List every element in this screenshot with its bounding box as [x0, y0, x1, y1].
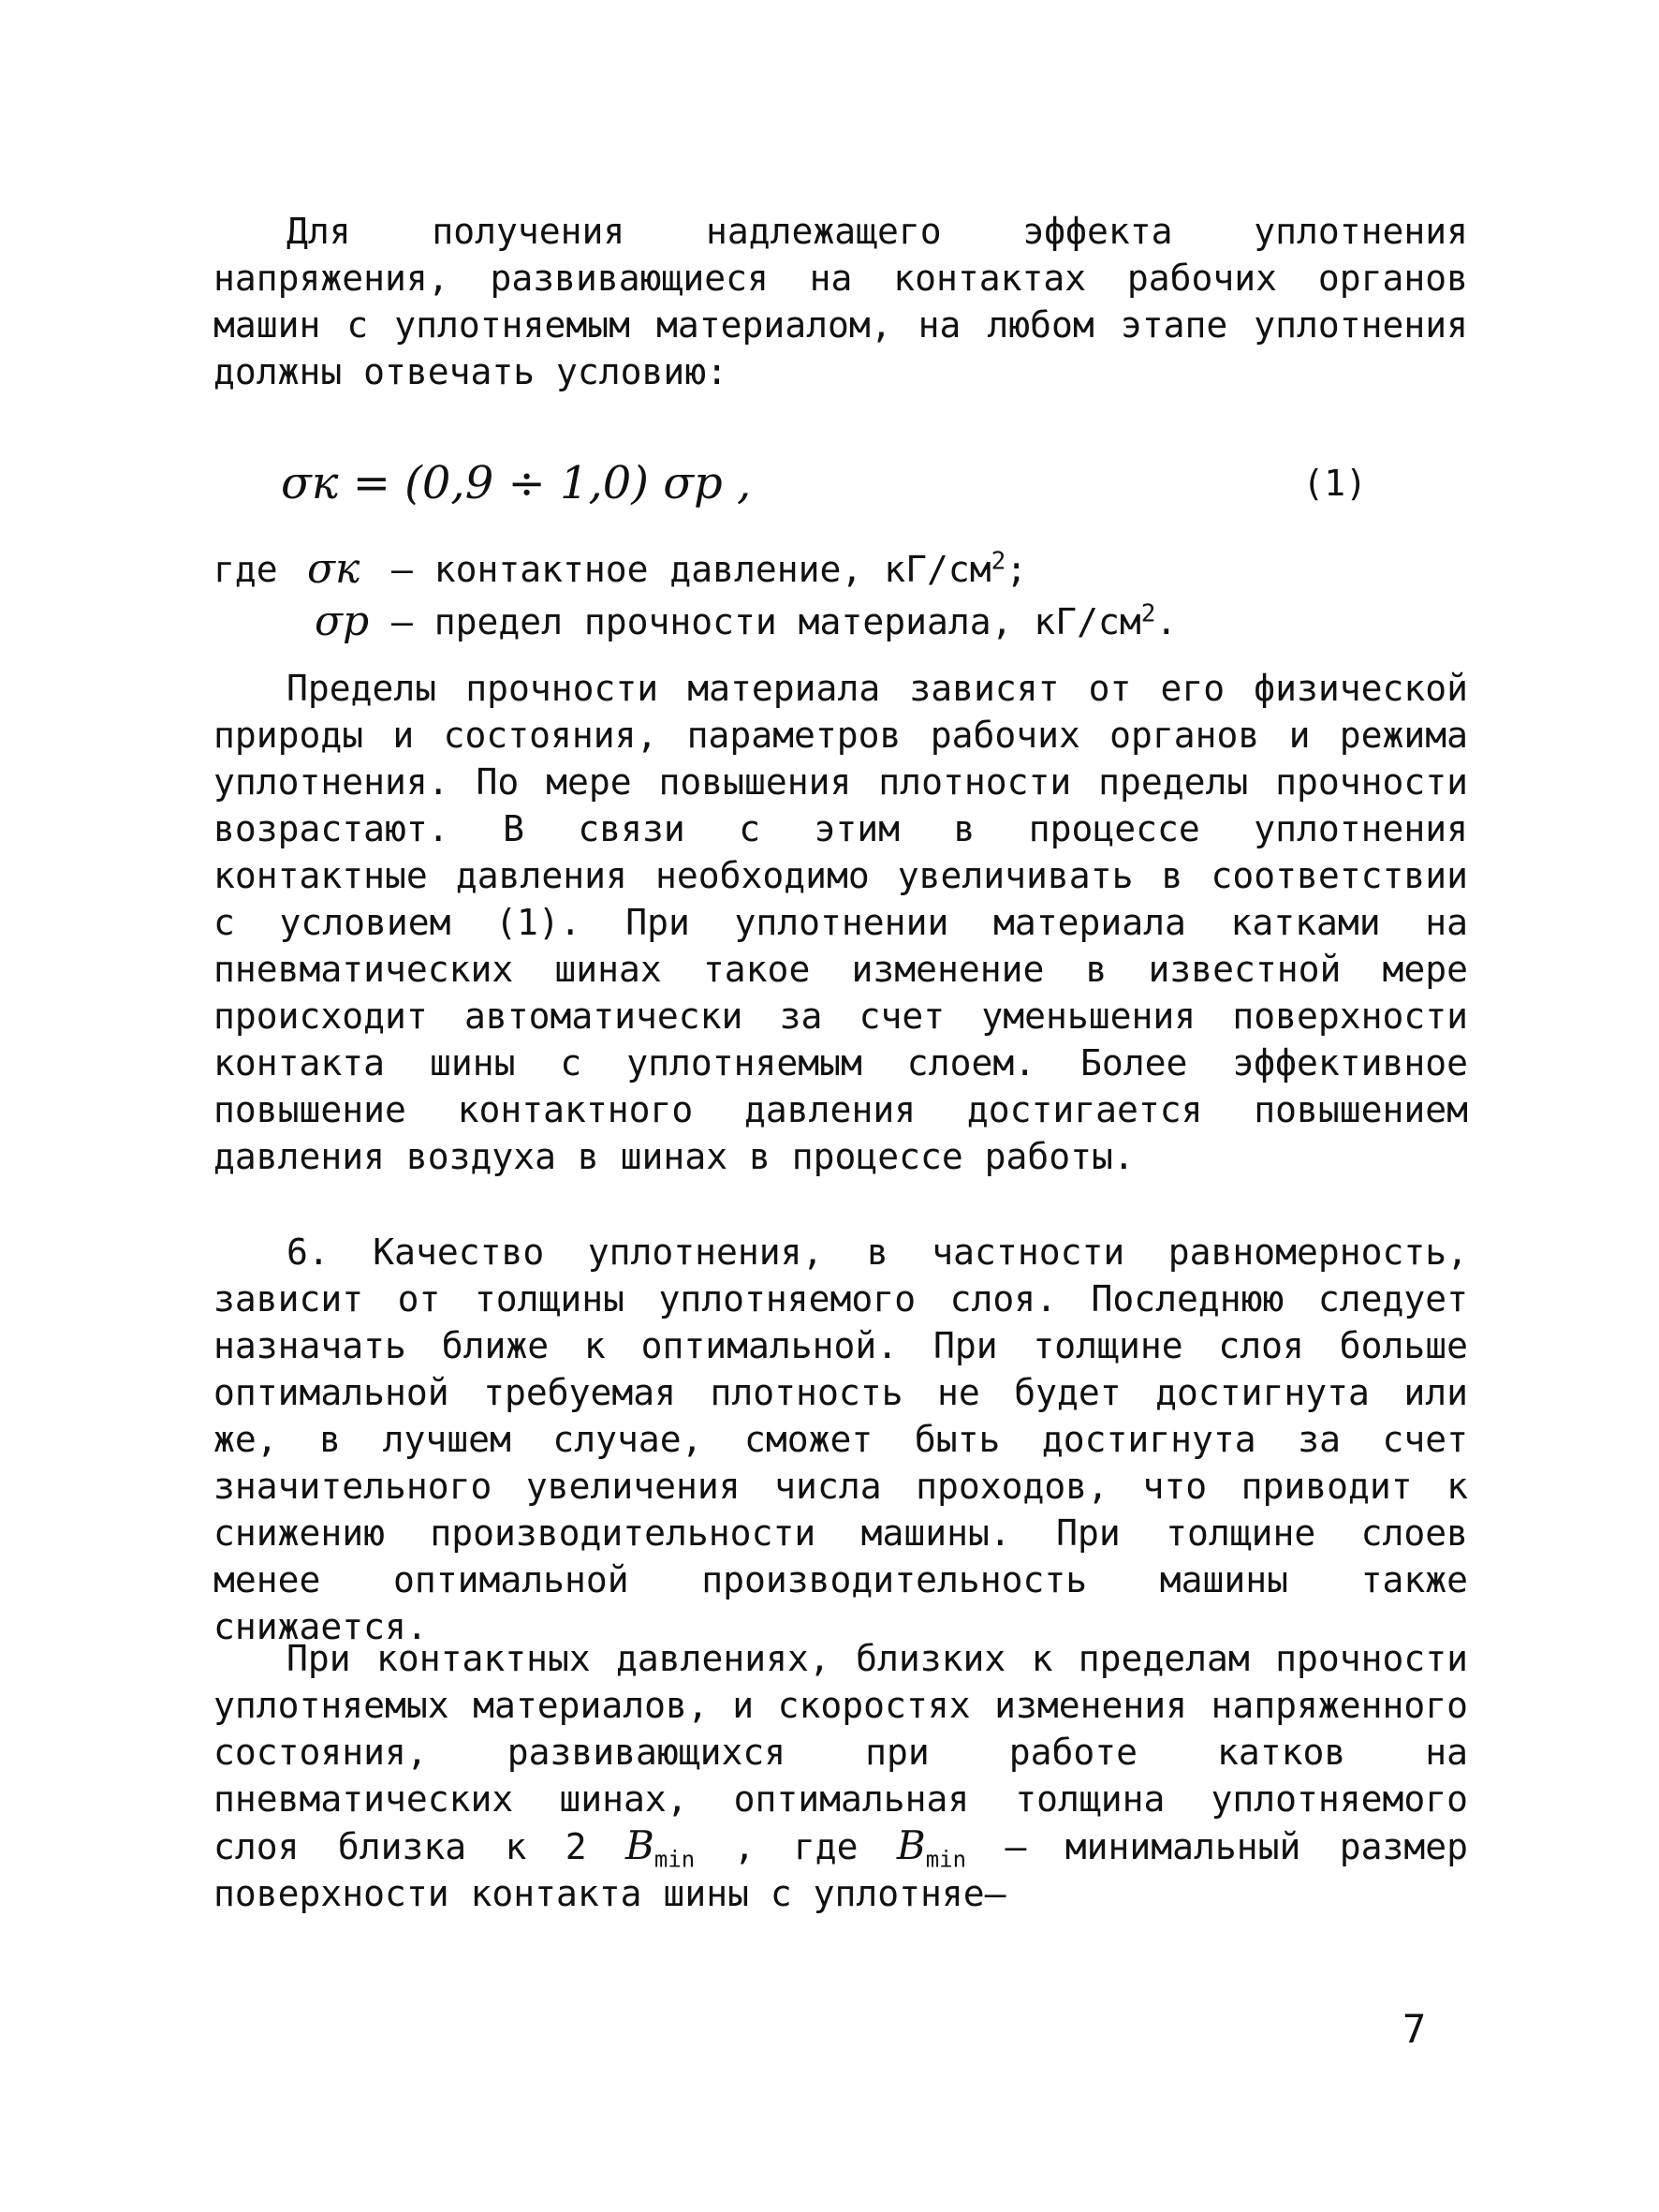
definition-symbol: σк [307, 545, 360, 593]
formula-expression: σк = (0,9 ÷ 1,0) σр , [281, 457, 752, 509]
definition-text: – контактное давление, $кГ/см^2$; [391, 547, 1028, 590]
symbol-b-min: B [625, 1822, 654, 1868]
definitions-list [213, 543, 1468, 648]
definition-contact-pressure [213, 543, 1468, 596]
formula-number: (1) [1302, 463, 1367, 504]
paragraph-optimal-block [213, 1635, 1468, 1917]
paragraph-intro: Для получения надлежащего эффекта уплотнения напряжения, развивающиеся на контактах рабочих органов машин с уплотняемым материалом, на любом этапе уплотнения должны отвечать условию: [213, 211, 1468, 392]
definition-text: – предел прочности материала, $кГ/см^2$. [391, 599, 1178, 642]
formula-1 [281, 457, 1367, 523]
paragraph-intro-block [213, 208, 1468, 395]
paragraph-quality: 6. Качество уплотнения, в частности равномерность, зависит от толщины уплотняемого слоя. Последнюю следует назначать ближе к оптимальной. При толщине слоя больше оптимальной требуемая плотность не будет достигнута или же, в лучшем случае, сможет быть достигнута за счет значительного увеличения числа проходов, что приводит к снижению производительности машины. При толщине слоев менее оптимальной производительность машины также снижается. [213, 1231, 1468, 1647]
definition-symbol: σр [315, 597, 370, 645]
paragraph-strength-block [213, 665, 1468, 1180]
definition-lead: где [213, 549, 278, 590]
paragraph-quality-block [213, 1229, 1468, 1650]
definition-strength-limit [213, 596, 1468, 648]
paragraph-optimal: При контактных давлениях, близких к пределам прочности уплотняемых материалов, и скоростях изменения напряженного состояния, развивающихся при работе катков на пневматических шинах, оптимальная толщина уплотняемого слоя близка к 2 $B_{min}$ , где $B_{min}$ – минимальный размер поверхности контакта шины с уплотняе– [213, 1638, 1468, 1914]
symbol-b-min: B [896, 1822, 926, 1868]
paragraph-strength: Пределы прочности материала зависят от его физической природы и состояния, параметров рабочих органов и режима уплотнения. По мере повышения плотности пределы прочности возрастают. В связи с этим в процессе уплотнения контактные давления необходимо увеличивать в соответствии с условием (1). При уплотнении материала катками на пневматических шинах такое изменение в известной мере происходит автоматически за счет уменьшения поверхности контакта шины с уплотняемым слоем. Более эффективное повышение контактного давления достигается повышением давления воздуха в шинах в процессе работы. [213, 668, 1468, 1177]
page-number: 7 [1402, 2006, 1427, 2052]
